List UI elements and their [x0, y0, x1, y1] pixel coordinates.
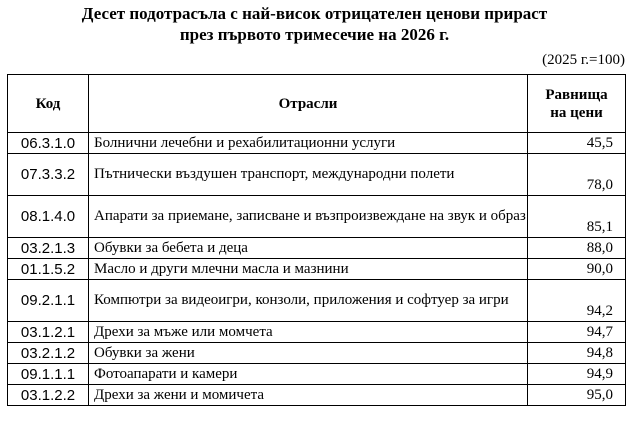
header-sector: Отрасли [89, 75, 528, 133]
row-value: 88,0 [528, 238, 626, 259]
row-value: 94,7 [528, 322, 626, 343]
row-code: 03.2.1.3 [8, 238, 89, 259]
table-row [8, 133, 626, 154]
table-row [8, 385, 626, 406]
row-name: Компютри за видеоигри, конзоли, приложения и софтуер за игри [89, 280, 528, 322]
row-value: 95,0 [528, 385, 626, 406]
header-index [528, 75, 626, 133]
table-row [8, 154, 626, 196]
row-code: 09.1.1.1 [8, 364, 89, 385]
row-value: 94,9 [528, 364, 626, 385]
row-value: 45,5 [528, 133, 626, 154]
header-index-line-1: Равнища [545, 86, 608, 103]
table-row [8, 196, 626, 238]
row-value: 85,1 [528, 196, 626, 238]
row-code: 03.2.1.2 [8, 343, 89, 364]
header-index-line-2: на цени [550, 104, 603, 121]
row-name: Апарати за приемане, записване и възпроизвеждане на звук и образ [89, 196, 528, 238]
row-name: Пътнически въздушен транспорт, международни полети [89, 154, 528, 196]
row-code: 07.3.3.2 [8, 154, 89, 196]
row-code: 03.1.2.2 [8, 385, 89, 406]
table-header-row [8, 75, 626, 133]
title-line-2: през първото тримесечие на 2026 г. [179, 25, 450, 44]
row-code: 01.1.5.2 [8, 259, 89, 280]
row-name: Дрехи за мъже или момчета [89, 322, 528, 343]
table-row [8, 343, 626, 364]
row-code: 08.1.4.0 [8, 196, 89, 238]
row-name: Обувки за жени [89, 343, 528, 364]
header-code: Код [8, 75, 89, 133]
row-name: Обувки за бебета и деца [89, 238, 528, 259]
row-value: 94,8 [528, 343, 626, 364]
row-name: Болнични лечебни и рехабилитационни услуги [89, 133, 528, 154]
row-value: 94,2 [528, 280, 626, 322]
table-row [8, 280, 626, 322]
row-value: 78,0 [528, 154, 626, 196]
row-value: 90,0 [528, 259, 626, 280]
row-code: 03.1.2.1 [8, 322, 89, 343]
row-name: Масло и други млечни масла и мазнини [89, 259, 528, 280]
table-row [8, 364, 626, 385]
table-row [8, 238, 626, 259]
price-index-table [7, 74, 626, 406]
base-year-note: (2025 г.=100) [542, 52, 625, 68]
title-line-1: Десет подотрасъла с най-висок отрицателен ценови прираст [81, 4, 548, 23]
table-row [8, 322, 626, 343]
table-row [8, 259, 626, 280]
row-code: 09.2.1.1 [8, 280, 89, 322]
table-title [0, 3, 629, 45]
row-name: Фотоапарати и камери [89, 364, 528, 385]
row-name: Дрехи за жени и момичета [89, 385, 528, 406]
row-code: 06.3.1.0 [8, 133, 89, 154]
